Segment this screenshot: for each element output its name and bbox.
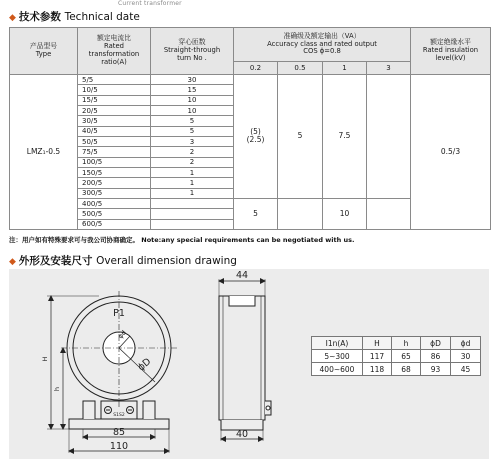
group-a-class-0-2: (5) (2.5) (234, 75, 278, 199)
header-insulation: 额定绝缘水平 Rated insulation level(kV) (411, 28, 491, 75)
turns-cell (151, 198, 234, 208)
turns-cell: 5 (151, 126, 234, 136)
label-h: h (53, 386, 61, 392)
dim-cell: 5~300 (312, 350, 363, 363)
ratio-cell: 10/5 (78, 85, 151, 95)
technical-section-title (9, 9, 140, 24)
label-inner-diameter: ɸd (116, 328, 128, 341)
ratio-cell: 5/5 (78, 75, 151, 85)
group-b-class-3 (367, 198, 411, 229)
dim-header-current: I1n(A) (312, 337, 363, 350)
ratio-cell: 600/5 (78, 219, 151, 229)
turns-cell: 10 (151, 95, 234, 105)
label-110: 110 (109, 441, 129, 452)
label-40: 40 (235, 429, 249, 440)
ratio-cell: 75/5 (78, 147, 151, 157)
insulation-cell: 0.5/3 (411, 75, 491, 230)
turns-cell: 2 (151, 147, 234, 157)
group-b-class-0-5 (278, 198, 323, 229)
dim-cell: 65 (392, 350, 421, 363)
ratio-cell: 50/5 (78, 136, 151, 146)
turns-cell (151, 209, 234, 219)
turns-cell: 30 (151, 75, 234, 85)
header-fragment: Current transformer (118, 0, 182, 7)
dim-header-h: h (392, 337, 421, 350)
header-model: 产品型号 Type (10, 28, 78, 75)
turns-cell: 3 (151, 136, 234, 146)
label-85: 85 (112, 427, 126, 438)
label-H: H (41, 356, 49, 362)
turns-cell: 1 (151, 167, 234, 177)
ratio-cell: 40/5 (78, 126, 151, 136)
turns-cell: 5 (151, 116, 234, 126)
dim-header-H: H (363, 337, 392, 350)
ratio-cell: 20/5 (78, 105, 151, 115)
negotiation-note: 注：用户如有特殊要求可与我公司协商确定。 Note:any special requirements can be negotiated with us. (9, 236, 355, 244)
dimension-title-en: Overall dimension drawing (96, 255, 237, 267)
dimension-section-title (9, 253, 237, 268)
dim-cell: 30 (451, 350, 481, 363)
dim-header-inner-d: ɸd (451, 337, 481, 350)
ratio-cell: 200/5 (78, 178, 151, 188)
group-b-class-1: 10 (323, 198, 367, 229)
dim-cell: 86 (421, 350, 451, 363)
diamond-marker-icon: ◆ (9, 13, 16, 23)
ratio-cell: 30/5 (78, 116, 151, 126)
dimension-drawing-panel (9, 269, 489, 459)
label-p1: P1 (113, 308, 125, 319)
group-b-class-0-2: 5 (234, 198, 278, 229)
header-turns: 穿心匝数 Straight-through turn No . (151, 28, 234, 75)
dim-cell: 93 (421, 363, 451, 376)
ratio-cell: 150/5 (78, 167, 151, 177)
diamond-marker-icon: ◆ (9, 257, 16, 267)
ratio-cell: 300/5 (78, 188, 151, 198)
technical-spec-table (9, 27, 491, 230)
turns-cell: 1 (151, 178, 234, 188)
turns-cell (151, 219, 234, 229)
mounting-foot-right (143, 401, 155, 419)
header-accuracy: 准确级及额定输出（VA） Accuracy class and rated output COS ɸ=0.8 (234, 28, 411, 62)
header-ratio: 额定电流比 Rated transformation ratio(A) (78, 28, 151, 75)
dim-cell: 118 (363, 363, 392, 376)
side-body (219, 296, 265, 420)
dimension-title-cn: 外形及安装尺寸 (18, 255, 93, 267)
mounting-foot-left (83, 401, 95, 419)
ratio-cell: 400/5 (78, 198, 151, 208)
header-class-1: 1 (323, 62, 367, 75)
label-terminal: S1S2 (113, 413, 125, 418)
ratio-cell: 500/5 (78, 209, 151, 219)
side-top-notch (229, 296, 255, 306)
turns-cell: 15 (151, 85, 234, 95)
group-a-class-0-5: 5 (278, 75, 323, 199)
dim-cell: 45 (451, 363, 481, 376)
header-class-0-5: 0.5 (278, 62, 323, 75)
header-class-0-2: 0.2 (234, 62, 278, 75)
group-a-class-1: 7.5 (323, 75, 367, 199)
side-view (219, 296, 271, 430)
label-outer-diameter: ɸD (135, 356, 154, 374)
dim-header-outer-d: ɸD (421, 337, 451, 350)
label-44: 44 (235, 270, 249, 281)
dimension-table (311, 336, 481, 376)
ratio-cell: 100/5 (78, 157, 151, 167)
dim-cell: 400~600 (312, 363, 363, 376)
dim-cell: 117 (363, 350, 392, 363)
ratio-cell: 15/5 (78, 95, 151, 105)
technical-title-en: Technical date (64, 11, 140, 23)
turns-cell: 2 (151, 157, 234, 167)
model-cell: LMZ₁-0.5 (10, 75, 78, 230)
table-row (312, 350, 481, 363)
dim-cell: 68 (392, 363, 421, 376)
header-class-3: 3 (367, 62, 411, 75)
table-row (10, 75, 491, 85)
turns-cell: 1 (151, 188, 234, 198)
technical-title-cn: 技术参数 (18, 11, 61, 23)
turns-cell: 10 (151, 105, 234, 115)
table-row (312, 363, 481, 376)
group-a-class-3 (367, 75, 411, 199)
